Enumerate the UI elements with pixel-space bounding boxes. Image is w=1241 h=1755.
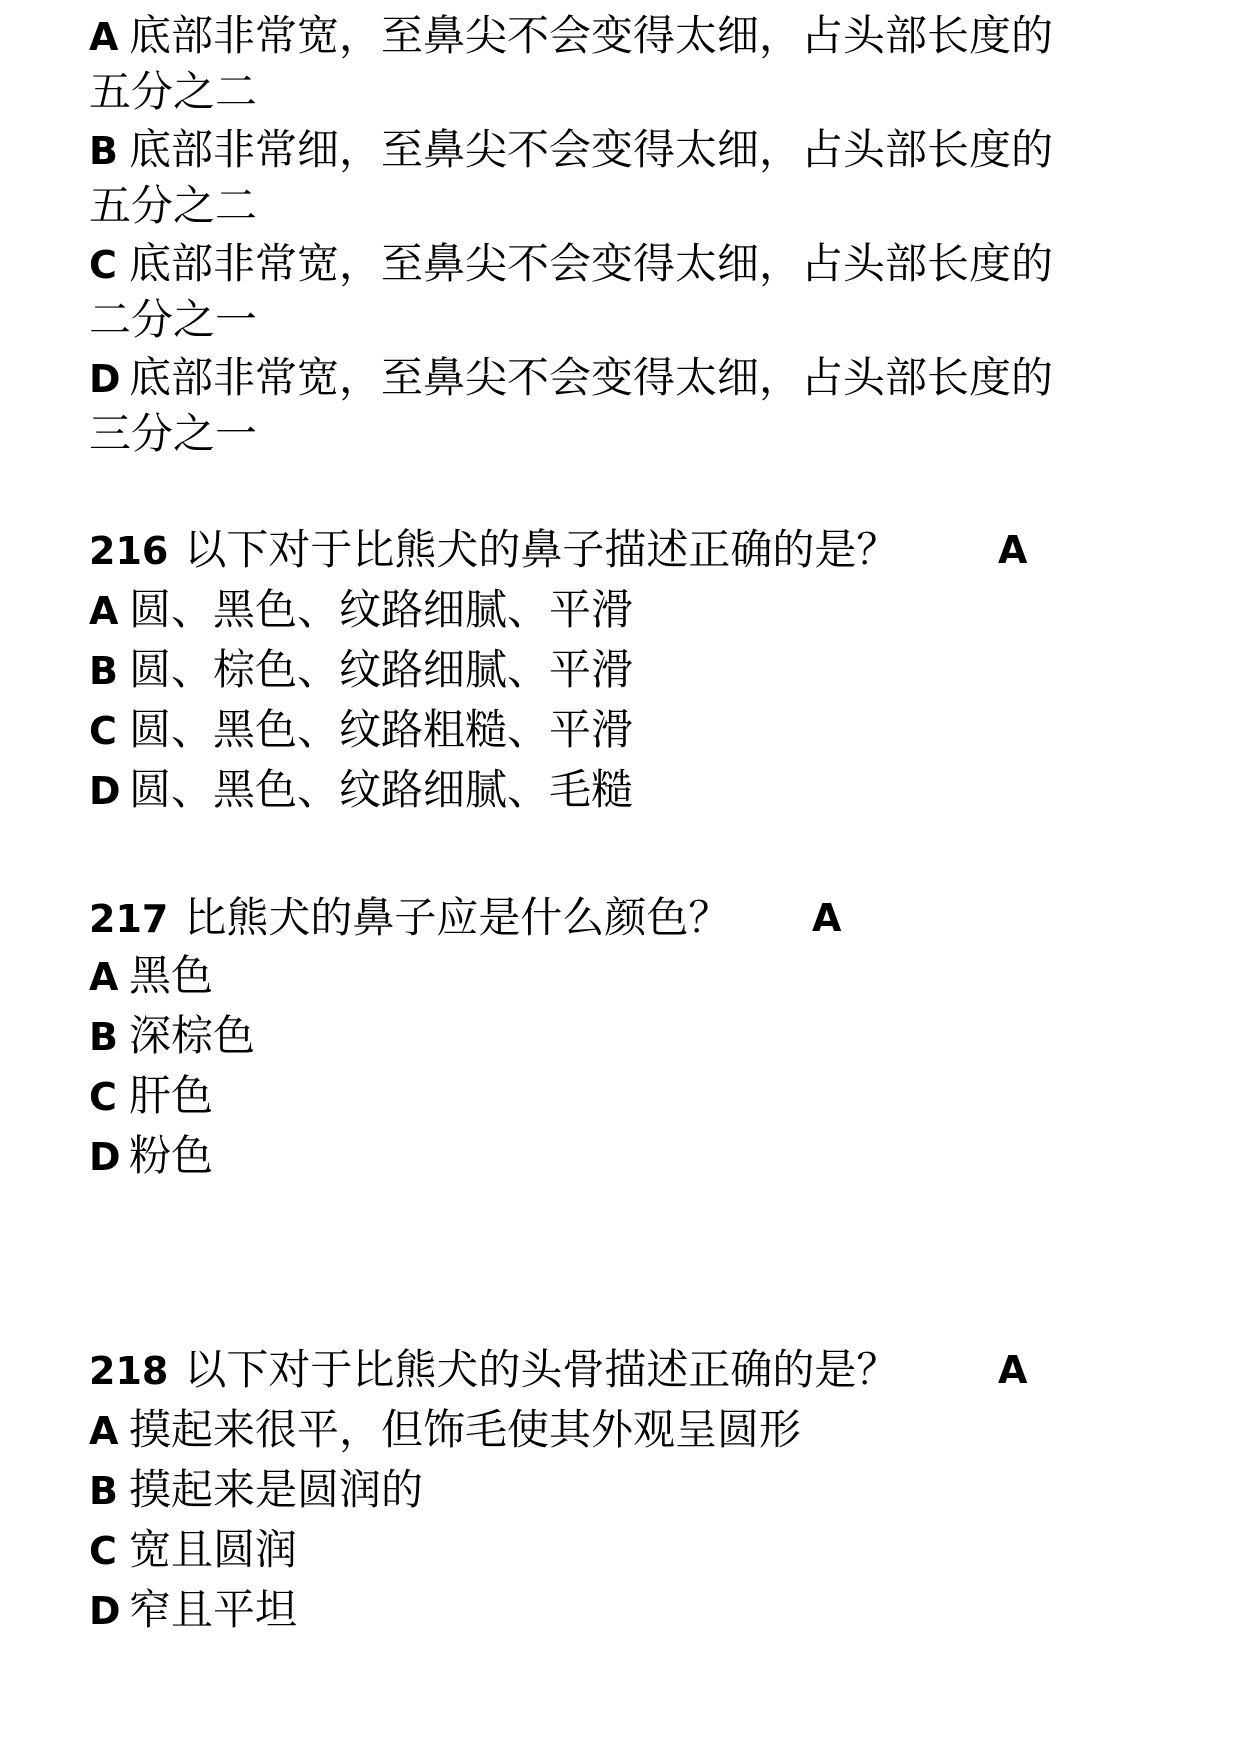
question-number: 217: [89, 897, 169, 941]
option-text: 圆、黑色、纹路细腻、毛糙: [129, 765, 634, 814]
question-216-option-d: [89, 760, 633, 820]
question-text: 以下对于比熊犬的头骨描述正确的是？: [184, 1345, 899, 1394]
option-letter: B: [89, 1015, 118, 1059]
question-217-option-c: [89, 1066, 213, 1126]
option-letter: D: [89, 769, 121, 813]
option-letter: A: [89, 955, 119, 999]
prev-option-b-line2: 五分之二: [89, 181, 258, 230]
option-text: 底部非常宽，至鼻尖不会变得太细，占头部长度的: [129, 11, 1054, 60]
question-218-answer: A: [998, 1348, 1028, 1392]
prev-option-d-line1: [89, 348, 1053, 408]
option-letter: D: [89, 1589, 121, 1633]
question-number: 218: [89, 1349, 169, 1393]
option-letter: A: [89, 15, 119, 59]
question-217-option-d: [89, 1126, 213, 1186]
question-218-option-b: [89, 1460, 423, 1520]
option-letter: B: [89, 649, 118, 693]
question-217-title: [89, 888, 730, 948]
prev-option-d-line2: 三分之一: [89, 409, 258, 458]
option-text: 圆、黑色、纹路细腻、平滑: [129, 585, 634, 634]
prev-option-a-line1: [89, 6, 1053, 66]
question-text: 比熊犬的鼻子应是什么颜色？: [184, 893, 731, 942]
option-text: 摸起来是圆润的: [129, 1465, 424, 1514]
question-217-option-a: [89, 946, 213, 1006]
option-letter: D: [89, 357, 121, 401]
prev-option-c-line1: [89, 234, 1053, 294]
question-217-option-b: [89, 1006, 255, 1066]
question-218-option-d: [89, 1580, 297, 1640]
option-letter: A: [89, 589, 119, 633]
option-letter: A: [89, 1409, 119, 1453]
prev-option-c-line2: 二分之一: [89, 295, 258, 344]
option-letter: D: [89, 1135, 121, 1179]
option-text: 黑色: [129, 951, 214, 1000]
question-number: 216: [89, 529, 169, 573]
question-216-option-b: [89, 640, 633, 700]
question-216-option-a: [89, 580, 633, 640]
option-text: 宽且圆润: [129, 1525, 298, 1574]
prev-option-a-line2: 五分之二: [89, 67, 258, 116]
question-216-answer: A: [998, 528, 1028, 572]
option-letter: C: [89, 1075, 117, 1119]
option-text: 摸起来很平，但饰毛使其外观呈圆形: [129, 1405, 802, 1454]
option-text: 窄且平坦: [129, 1585, 298, 1634]
option-text: 深棕色: [129, 1011, 256, 1060]
option-letter: B: [89, 1469, 118, 1513]
question-216-option-c: [89, 700, 633, 760]
option-text: 底部非常宽，至鼻尖不会变得太细，占头部长度的: [129, 239, 1054, 288]
option-letter: C: [89, 243, 117, 287]
option-text: 肝色: [129, 1071, 214, 1120]
question-218-option-a: [89, 1400, 801, 1460]
option-text: 圆、黑色、纹路粗糙、平滑: [129, 705, 634, 754]
option-letter: B: [89, 129, 118, 173]
question-218-title: [89, 1340, 898, 1400]
question-218-option-c: [89, 1520, 297, 1580]
option-text: 底部非常细，至鼻尖不会变得太细，占头部长度的: [129, 125, 1054, 174]
option-letter: C: [89, 1529, 117, 1573]
question-216-title: [89, 520, 898, 580]
question-217-answer: A: [812, 896, 842, 940]
option-text: 底部非常宽，至鼻尖不会变得太细，占头部长度的: [129, 353, 1054, 402]
prev-option-b-line1: [89, 120, 1053, 180]
option-text: 粉色: [129, 1131, 214, 1180]
option-text: 圆、棕色、纹路细腻、平滑: [129, 645, 634, 694]
option-letter: C: [89, 709, 117, 753]
question-text: 以下对于比熊犬的鼻子描述正确的是？: [184, 525, 899, 574]
